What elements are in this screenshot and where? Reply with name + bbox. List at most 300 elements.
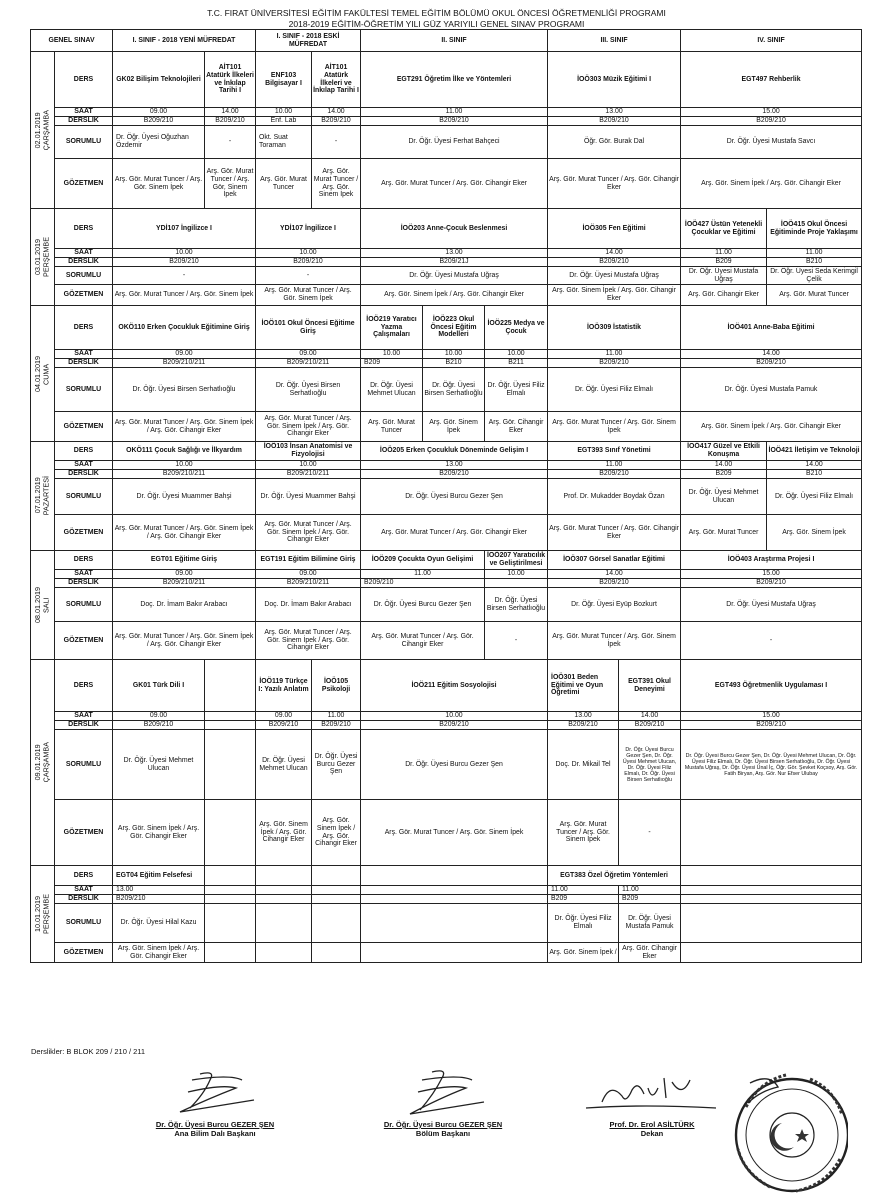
handwritten-signature-icon: [170, 1068, 260, 1120]
row-label: DERS: [55, 306, 113, 350]
signature-block-3: [572, 1068, 732, 1138]
proctor-cell: Arş. Gör. Murat Tuncer: [361, 412, 423, 442]
course-cell: EGT383 Özel Öğretim Yöntemleri: [548, 866, 681, 886]
course-cell: İOÖ205 Erken Çocukluk Döneminde Gelişim I: [361, 442, 548, 461]
row-label: DERS: [55, 866, 113, 886]
signature-block-1: [140, 1068, 290, 1138]
col-header-sinif4: IV. SINIF: [681, 30, 862, 52]
room-cell: B209/210/211: [113, 579, 256, 588]
room-cell: B209/210: [361, 470, 548, 479]
day6-ders-row: [31, 660, 862, 712]
responsible-cell: Dr. Öğr. Üyesi Mustafa Savcı: [681, 126, 862, 159]
responsible-cell: Dr. Öğr. Üyesi Mustafa Uğraş: [681, 588, 862, 622]
proctor-cell: Arş. Gör. Murat Tuncer / Arş. Gör. Sinem İpek / Arş. Gör. Cihangir Eker: [113, 622, 256, 660]
room-cell: B209/210: [548, 579, 681, 588]
course-cell: GK01 Türk Dili I: [113, 660, 205, 712]
room-cell: B209/210: [256, 721, 312, 730]
blank-cell: [312, 886, 361, 895]
course-cell: EGT01 Eğitime Giriş: [113, 551, 256, 570]
room-cell: B209/210/211: [113, 359, 256, 368]
course-cell: İOÖ105 Psikoloji: [312, 660, 361, 712]
row-label: GÖZETMEN: [55, 412, 113, 442]
responsible-cell: Dr. Öğr. Üyesi Oğuzhan Özdemir: [113, 126, 205, 159]
course-cell: EGT191 Eğitim Bilimine Giriş: [256, 551, 361, 570]
time-cell: 14.00: [205, 108, 256, 117]
room-cell: B209/210: [361, 579, 485, 588]
row-label: GÖZETMEN: [55, 800, 113, 866]
time-cell: 09.00: [113, 350, 256, 359]
room-cell: B210: [423, 359, 485, 368]
responsible-cell: Dr. Öğr. Üyesi Burcu Gezer Şen: [361, 479, 548, 515]
day1-ders-row: [31, 52, 862, 108]
signatory-2-name: Dr. Öğr. Üyesi Burcu GEZER ŞEN: [383, 1120, 503, 1129]
course-cell: YDİ107 İngilizce I: [113, 209, 256, 249]
exam-schedule-table: [30, 29, 862, 963]
room-cell: B209/210: [681, 579, 862, 588]
row-label: SORUMLU: [55, 904, 113, 943]
row-label: SAAT: [55, 886, 113, 895]
room-cell: B211: [485, 359, 548, 368]
proctor-cell: Arş. Gör. Sinem İpek / Arş. Gör. Cihangir Eker: [681, 412, 862, 442]
room-cell: B209/210: [113, 721, 205, 730]
row-label: SAAT: [55, 249, 113, 258]
row-label: DERS: [55, 660, 113, 712]
time-cell: 15.00: [681, 108, 862, 117]
blank-cell: [681, 866, 862, 886]
time-cell: 13.00: [548, 712, 619, 721]
table-header-row: [31, 30, 862, 52]
responsible-cell: Dr. Öğr. Üyesi Mehmet Ulucan: [681, 479, 767, 515]
blank-cell: [256, 886, 312, 895]
room-cell: B209/210: [548, 359, 681, 368]
room-cell: B209: [548, 895, 619, 904]
responsible-cell: Dr. Öğr. Üyesi Mehmet Ulucan: [256, 730, 312, 800]
row-label: GÖZETMEN: [55, 285, 113, 306]
responsible-cell: Dr. Öğr. Üyesi Birsen Serhatlıoğlu: [485, 588, 548, 622]
day7-derslik-row: [31, 895, 862, 904]
row-label: DERSLİK: [55, 258, 113, 267]
proctor-cell: Arş. Gör. Murat Tuncer / Arş. Gör. Sinem İpek: [256, 285, 361, 306]
blank-cell: [361, 886, 548, 895]
day4-gozetmen-row: [31, 515, 862, 551]
room-cell: B209/210/211: [256, 359, 361, 368]
blank-cell: [205, 943, 256, 963]
time-cell: 11.00: [767, 249, 862, 258]
room-cell: B209/210/211: [256, 470, 361, 479]
row-label: SAAT: [55, 461, 113, 470]
signature-block-2: [368, 1068, 518, 1138]
blank-cell: [312, 895, 361, 904]
course-cell: İOÖ301 Beden Eğitimi ve Oyun Öğretimi: [548, 660, 619, 712]
room-cell: B209/210: [205, 117, 256, 126]
day4-derslik-row: [31, 470, 862, 479]
course-cell: EGT493 Öğretmenlik Uygulaması I: [681, 660, 862, 712]
blank-cell: [205, 904, 256, 943]
col-header-sinif2: II. SINIF: [361, 30, 548, 52]
proctor-cell: Arş. Gör. Murat Tuncer / Arş. Gör. Sinem İpek: [548, 412, 681, 442]
course-cell: İOÖ211 Eğitim Sosyolojisi: [361, 660, 548, 712]
time-cell: 15.00: [681, 570, 862, 579]
room-cell: B209/210: [548, 721, 619, 730]
room-cell: B209/210: [113, 117, 205, 126]
blank-cell: [361, 943, 548, 963]
day1-gozetmen-row: [31, 159, 862, 209]
course-cell: İOÖ101 Okul Öncesi Eğitime Giriş: [256, 306, 361, 350]
proctor-cell: Arş. Gör. Murat Tuncer / Arş. Gör. Sinem İpek: [113, 159, 205, 209]
responsible-cell: -: [113, 267, 256, 285]
proctor-cell: Arş. Gör. Murat Tuncer / Arş. Gör. Cihangir Eker: [548, 159, 681, 209]
responsible-cell: -: [205, 126, 256, 159]
room-cell: B209/210: [256, 258, 361, 267]
blank-cell: [256, 904, 312, 943]
responsible-cell: Dr. Öğr. Üyesi Mustafa Uğraş: [548, 267, 681, 285]
responsible-cell: Dr. Öğr. Üyesi Ferhat Bahçeci: [361, 126, 548, 159]
col-header-genel: GENEL SINAV: [31, 30, 113, 52]
responsible-cell: Dr. Öğr. Üyesi Hilal Kazu: [113, 904, 205, 943]
time-cell: 14.00: [681, 350, 862, 359]
day3-gozetmen-row: [31, 412, 862, 442]
proctor-cell: Arş. Gör. Murat Tuncer / Arş. Gör. Sinem İpek: [361, 800, 548, 866]
course-cell: İOÖ415 Okul Öncesi Eğitiminde Proje Yaklaşımı: [767, 209, 862, 249]
proctor-cell: Arş. Gör. Sinem İpek: [767, 515, 862, 551]
proctor-cell: Arş. Gör. Sinem İpek: [423, 412, 485, 442]
course-cell: İOÖ207 Yaratıcılık ve Geliştirilmesi: [485, 551, 548, 570]
row-label: SORUMLU: [55, 730, 113, 800]
room-cell: B209/210: [548, 258, 681, 267]
time-cell: 14.00: [312, 108, 361, 117]
time-cell: 09.00: [113, 712, 205, 721]
proctor-cell: Arş. Gör. Sinem İpek / Arş. Gör. Cihangir Eker: [548, 285, 681, 306]
room-cell: B209/210: [312, 721, 361, 730]
day5-derslik-row: [31, 579, 862, 588]
course-cell: İOÖ223 Okul Öncesi Eğitim Modelleri: [423, 306, 485, 350]
row-label: SAAT: [55, 570, 113, 579]
time-cell: 09.00: [113, 570, 256, 579]
proctor-cell: -: [619, 800, 681, 866]
row-label: SORUMLU: [55, 267, 113, 285]
room-cell: B209/210: [113, 258, 256, 267]
day6-derslik-row: [31, 721, 862, 730]
blank-cell: [681, 904, 862, 943]
time-cell: 10.00: [485, 570, 548, 579]
proctor-cell: Arş. Gör. Murat Tuncer / Arş. Gör. Sinem İpek / Arş. Gör. Cihangir Eker: [256, 515, 361, 551]
row-label: DERS: [55, 442, 113, 461]
row-label: DERSLİK: [55, 359, 113, 368]
blank-cell: [256, 895, 312, 904]
blank-cell: [205, 800, 256, 866]
blank-cell: [312, 904, 361, 943]
day7-ders-row: [31, 866, 862, 886]
row-label: GÖZETMEN: [55, 622, 113, 660]
proctor-cell: Arş. Gör. Murat Tuncer / Arş. Gör. Sinem İpek / Arş. Gör. Cihangir Eker: [113, 412, 256, 442]
blank-cell: [256, 943, 312, 963]
responsible-cell: Doç. Dr. Mikail Tel: [548, 730, 619, 800]
day2-gozetmen-row: [31, 285, 862, 306]
header-line-2: 2018-2019 EĞİTİM-ÖĞRETİM YILI GÜZ YARIYILI GENEL SINAV PROGRAMI: [288, 18, 585, 29]
time-cell: 14.00: [619, 712, 681, 721]
time-cell: 11.00: [548, 350, 681, 359]
course-cell: İOÖ403 Araştırma Projesi I: [681, 551, 862, 570]
course-cell: İOÖ307 Görsel Sanatlar Eğitimi: [548, 551, 681, 570]
day7-saat-row: [31, 886, 862, 895]
blank-cell: [681, 895, 862, 904]
responsible-cell: -: [256, 267, 361, 285]
responsible-cell: Dr. Öğr. Üyesi Burcu Gezer Şen: [361, 730, 548, 800]
day7-gozetmen-row: [31, 943, 862, 963]
course-cell: AİT101 Atatürk İlkeleri ve İnkılap Tarihi I: [205, 52, 256, 108]
classrooms-note: Derslikler: B BLOK 209 / 210 / 211: [31, 1047, 146, 1056]
responsible-cell: Doç. Dr. İmam Bakır Arabacı: [256, 588, 361, 622]
day6-saat-row: [31, 712, 862, 721]
blank-cell: [681, 800, 862, 866]
course-cell: EGT497 Rehberlik: [681, 52, 862, 108]
time-cell: 13.00: [361, 461, 548, 470]
blank-cell: [205, 886, 256, 895]
day1-derslik-row: [31, 117, 862, 126]
course-cell: İOÖ417 Güzel ve Etkili Konuşma: [681, 442, 767, 461]
row-label: SAAT: [55, 712, 113, 721]
course-cell: GK02 Bilişim Teknolojileri: [113, 52, 205, 108]
room-cell: B209/210: [361, 117, 548, 126]
time-cell: 10.00: [361, 350, 423, 359]
blank-cell: [205, 660, 256, 712]
day3-ders-row: [31, 306, 862, 350]
day-cell: 03.01.2019 PERŞEMBE: [31, 209, 55, 306]
time-cell: 10.00: [256, 461, 361, 470]
proctor-cell: Arş. Gör. Murat Tuncer / Arş. Gör. Sinem İpek: [113, 285, 256, 306]
blank-cell: [205, 712, 256, 721]
blank-cell: [205, 721, 256, 730]
responsible-cell: Dr. Öğr. Üyesi Mehmet Ulucan: [361, 368, 423, 412]
day6-gozetmen-row: [31, 800, 862, 866]
proctor-cell: Arş. Gör. Murat Tuncer: [681, 515, 767, 551]
proctor-cell: -: [681, 622, 862, 660]
course-cell: İOÖ303 Müzik Eğitimi I: [548, 52, 681, 108]
handwritten-signature-icon: [582, 1068, 722, 1120]
proctor-cell: Arş. Gör. Murat Tuncer / Arş. Gör. Sinem İpek / Arş. Gör. Cihangir Eker: [256, 622, 361, 660]
day5-sorumlu-row: [31, 588, 862, 622]
room-cell: B209/210: [681, 721, 862, 730]
room-cell: B209/210: [312, 117, 361, 126]
proctor-cell: Arş. Gör. Murat Tuncer / Arş. Gör. Sinem İpek: [548, 622, 681, 660]
row-label: DERSLİK: [55, 579, 113, 588]
course-cell: OKÖ111 Çocuk Sağlığı ve İlkyardım: [113, 442, 256, 461]
time-cell: 10.00: [361, 712, 548, 721]
day3-derslik-row: [31, 359, 862, 368]
row-label: DERS: [55, 551, 113, 570]
handwritten-signature-icon: [398, 1068, 488, 1120]
time-cell: 11.00: [312, 712, 361, 721]
blank-cell: [256, 866, 312, 886]
time-cell: 11.00: [619, 886, 681, 895]
blank-cell: [361, 904, 548, 943]
time-cell: 10.00: [256, 249, 361, 258]
course-cell: EGT393 Sınıf Yönetimi: [548, 442, 681, 461]
room-cell: B209/210: [361, 721, 548, 730]
responsible-cell: -: [312, 126, 361, 159]
day4-saat-row: [31, 461, 862, 470]
proctor-cell: Arş. Gör. Sinem İpek /: [548, 943, 619, 963]
time-cell: 09.00: [113, 108, 205, 117]
course-cell: EGT291 Öğretim İlke ve Yöntemleri: [361, 52, 548, 108]
proctor-cell: Arş. Gör. Sinem İpek / Arş. Gör. Cihangir Eker: [256, 800, 312, 866]
day2-derslik-row: [31, 258, 862, 267]
blank-cell: [205, 730, 256, 800]
time-cell: 11.00: [681, 249, 767, 258]
day4-sorumlu-row: [31, 479, 862, 515]
proctor-cell: Arş. Gör. Murat Tuncer / Arş. Gör. Cihangir Eker: [361, 515, 548, 551]
time-cell: 15.00: [681, 712, 862, 721]
course-cell: İOÖ401 Anne-Baba Eğitimi: [681, 306, 862, 350]
col-header-sinif3: III. SINIF: [548, 30, 681, 52]
blank-cell: [681, 943, 862, 963]
room-cell: B209: [361, 359, 423, 368]
blank-cell: [205, 895, 256, 904]
day3-saat-row: [31, 350, 862, 359]
document-header: [0, 8, 873, 29]
room-cell: B209: [681, 258, 767, 267]
course-cell: EGT391 Okul Deneyimi: [619, 660, 681, 712]
row-label: SORUMLU: [55, 479, 113, 515]
blank-cell: [681, 886, 862, 895]
time-cell: 14.00: [681, 461, 767, 470]
row-label: SORUMLU: [55, 126, 113, 159]
responsible-cell: Dr. Öğr. Üyesi Filiz Elmalı: [767, 479, 862, 515]
day1-saat-row: [31, 108, 862, 117]
time-cell: 13.00: [361, 249, 548, 258]
row-label: GÖZETMEN: [55, 159, 113, 209]
time-cell: 10.00: [256, 108, 312, 117]
course-cell: İOÖ225 Medya ve Çocuk: [485, 306, 548, 350]
responsible-cell: Dr. Öğr. Üyesi Burcu Gezer Şen: [312, 730, 361, 800]
proctor-cell: Arş. Gör. Murat Tuncer: [256, 159, 312, 209]
course-cell: İOÖ103 İnsan Anatomisi ve Fizyolojisi: [256, 442, 361, 461]
responsible-cell: Dr. Öğr. Üyesi Birsen Serhatlıoğlu: [113, 368, 256, 412]
row-label: SAAT: [55, 350, 113, 359]
time-cell: 11.00: [548, 461, 681, 470]
responsible-cell: Dr. Öğr. Üyesi Filiz Elmalı: [485, 368, 548, 412]
course-cell: EGT04 Eğitim Felsefesi: [113, 866, 205, 886]
col-header-sinif1-eski: I. SINIF - 2018 ESKİ MÜFREDAT: [256, 30, 361, 52]
proctor-cell: Arş. Gör. Murat Tuncer: [767, 285, 862, 306]
responsible-cell: Dr. Öğr. Üyesi Mustafa Uğraş: [681, 267, 767, 285]
proctor-cell: Arş. Gör. Sinem İpek / Arş. Gör. Cihangir Eker: [312, 800, 361, 866]
day-cell: 04.01.2019 CUMA: [31, 306, 55, 442]
blank-cell: [312, 943, 361, 963]
course-cell: İOÖ209 Çocukta Oyun Gelişimi: [361, 551, 485, 570]
time-cell: 10.00: [423, 350, 485, 359]
room-cell: B209/210: [681, 359, 862, 368]
day2-sorumlu-row: [31, 267, 862, 285]
signatory-3-title: Dekan: [640, 1129, 664, 1138]
time-cell: 09.00: [256, 570, 361, 579]
row-label: SORUMLU: [55, 588, 113, 622]
blank-cell: [361, 895, 548, 904]
time-cell: 11.00: [361, 108, 548, 117]
day-cell: 09.01.2019 ÇARŞAMBA: [31, 660, 55, 866]
day-cell: 07.01.2019 PAZARTESİ: [31, 442, 55, 551]
col-header-sinif1-yeni: I. SINIF - 2018 YENİ MÜFREDAT: [113, 30, 256, 52]
time-cell: 09.00: [256, 350, 361, 359]
responsible-cell: Okt. Suat Toraman: [256, 126, 312, 159]
day4-ders-row: [31, 442, 862, 461]
course-cell: AİT101 Atatürk İlkeleri ve İnkılap Tarihi I: [312, 52, 361, 108]
course-cell: OKÖ110 Erken Çocukluk Eğitimine Giriş: [113, 306, 256, 350]
responsible-cell: Dr. Öğr. Üyesi Mustafa Uğraş: [361, 267, 548, 285]
room-cell: B209: [619, 895, 681, 904]
proctor-cell: Arş. Gör. Murat Tuncer / Arş. Gör. Sinem İpek / Arş. Gör. Cihangir Eker: [256, 412, 361, 442]
responsible-cell: Dr. Öğr. Üyesi Mustafa Pamuk: [681, 368, 862, 412]
responsible-cell: Dr. Öğr. Üyesi Burcu Gezer Şen, Dr. Öğr. Üyesi Mehmet Ulucan, Dr. Öğr. Üyesi Filiz Elmalı, Dr. Öğr. Üyesi Birsen Serhatlıoğlu: [619, 730, 681, 800]
time-cell: 14.00: [548, 249, 681, 258]
proctor-cell: Arş. Gör. Sinem İpek / Arş. Gör. Cihangir Eker: [113, 943, 205, 963]
blank-cell: [312, 866, 361, 886]
room-cell: B209/210/211: [113, 470, 256, 479]
course-cell: İOÖ427 Üstün Yetenekli Çocuklar ve Eğitimi: [681, 209, 767, 249]
row-label: DERSLİK: [55, 117, 113, 126]
proctor-cell: Arş. Gör. Sinem İpek / Arş. Gör. Cihangir Eker: [361, 285, 548, 306]
room-cell: B209: [681, 470, 767, 479]
responsible-cell: Dr. Öğr. Üyesi Eyüp Bozkurt: [548, 588, 681, 622]
row-label: DERS: [55, 209, 113, 249]
day-cell: 08.01.2019 SALI: [31, 551, 55, 660]
course-cell: İOÖ305 Fen Eğitimi: [548, 209, 681, 249]
day6-sorumlu-row: [31, 730, 862, 800]
row-label: SORUMLU: [55, 368, 113, 412]
row-label: SAAT: [55, 108, 113, 117]
time-cell: 10.00: [485, 350, 548, 359]
responsible-cell: Öğr. Gör. Burak Dal: [548, 126, 681, 159]
proctor-cell: Arş. Gör. Cihangir Eker: [681, 285, 767, 306]
time-cell: 14.00: [548, 570, 681, 579]
room-cell: B209/210: [619, 721, 681, 730]
day2-ders-row: [31, 209, 862, 249]
time-cell: 11.00: [361, 570, 485, 579]
day5-saat-row: [31, 570, 862, 579]
blank-cell: [205, 866, 256, 886]
official-seal-icon: [730, 1063, 848, 1195]
responsible-cell: Prof. Dr. Mukadder Boydak Özan: [548, 479, 681, 515]
day1-sorumlu-row: [31, 126, 862, 159]
time-cell: 13.00: [548, 108, 681, 117]
proctor-cell: Arş. Gör. Murat Tuncer / Arş. Gör. Cihangir Eker: [361, 159, 548, 209]
room-cell: B209/210: [113, 895, 205, 904]
proctor-cell: Arş. Gör. Murat Tuncer / Arş. Gör. Sinem İpek: [312, 159, 361, 209]
row-label: DERSLİK: [55, 721, 113, 730]
responsible-cell: Dr. Öğr. Üyesi Muammer Bahşi: [256, 479, 361, 515]
room-cell: Enf. Lab: [256, 117, 312, 126]
day5-ders-row: [31, 551, 862, 570]
responsible-cell: Dr. Öğr. Üyesi Muammer Bahşi: [113, 479, 256, 515]
day2-saat-row: [31, 249, 862, 258]
proctor-cell: Arş. Gör. Murat Tuncer / Arş. Gör. Sinem İpek: [205, 159, 256, 209]
course-cell: İOÖ309 İstatistik: [548, 306, 681, 350]
responsible-cell: Dr. Öğr. Üyesi Burcu Gezer Şen, Dr. Öğr. Üyesi Mehmet Ulucan, Dr. Öğr. Üyesi Filiz Elmalı, Dr. Öğr. Üyesi Birsen Serhatlıoğlu, Dr. Öğr. Üyesi Mustafa Uğraş, Dr. Öğr. Üyesi Ünal İç, Öğr. Gör. Şevket Koçsoy, Arş. Gör. Fatih Biryan, Arş. Gör. Nur Efser Ulubay: [681, 730, 862, 800]
responsible-cell: Dr. Öğr. Üyesi Birsen Serhatlıoğlu: [256, 368, 361, 412]
time-cell: 09.00: [256, 712, 312, 721]
course-cell: İOÖ219 Yaratıcı Yazma Çalışmaları: [361, 306, 423, 350]
responsible-cell: Dr. Öğr. Üyesi Burcu Gezer Şen: [361, 588, 485, 622]
proctor-cell: Arş. Gör. Sinem İpek / Arş. Gör. Cihangir Eker: [113, 800, 205, 866]
signatory-3-name: Prof. Dr. Erol ASİLTÜRK: [609, 1120, 695, 1129]
room-cell: [485, 579, 548, 588]
proctor-cell: Arş. Gör. Murat Tuncer / Arş. Gör. Cihangir Eker: [548, 515, 681, 551]
responsible-cell: Dr. Öğr. Üyesi Filiz Elmalı: [548, 904, 619, 943]
row-label: DERSLİK: [55, 895, 113, 904]
responsible-cell: Doç. Dr. İmam Bakır Arabacı: [113, 588, 256, 622]
room-cell: B209/210/211: [256, 579, 361, 588]
time-cell: 13.00: [113, 886, 205, 895]
